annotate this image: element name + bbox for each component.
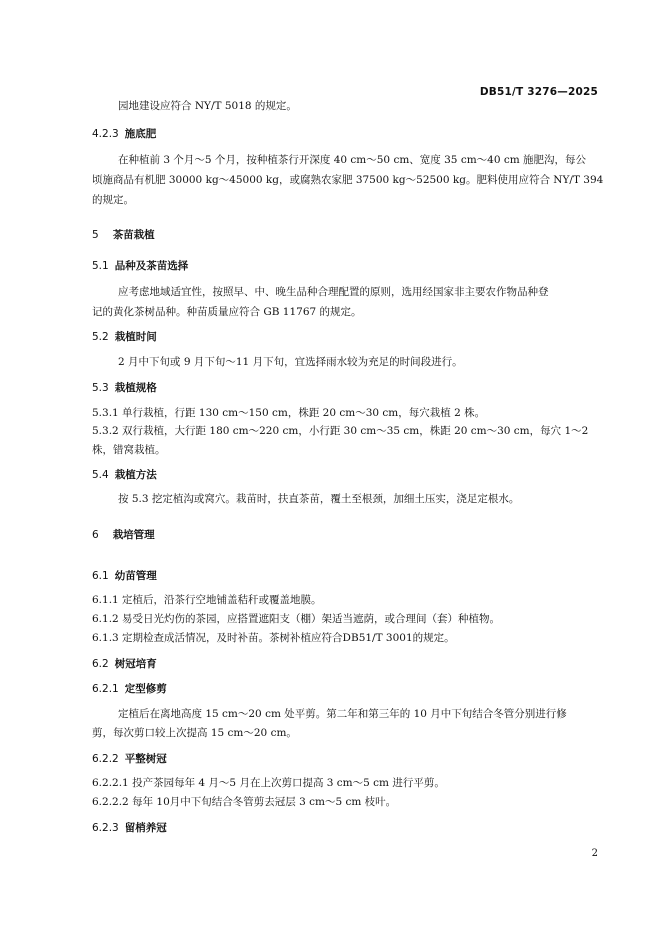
- paragraph-text: 的规定。: [92, 194, 134, 206]
- section-heading-5-3: [92, 378, 598, 398]
- section-title: 栽培管理: [112, 529, 155, 541]
- section-title: 平整树冠: [124, 753, 167, 765]
- section-number: 5.4: [92, 469, 109, 481]
- section-number: 5: [92, 229, 99, 241]
- paragraph-text: 定植后在离地高度 15 cm～20 cm 处平剪。第二年和第三年的 10 月中下旬结合冬管分别进行修: [118, 708, 567, 720]
- section-heading-5-2: [92, 327, 598, 347]
- section-number: 6.1: [92, 570, 109, 582]
- paragraph-text: 在种植前 3 个月～5 个月，按种植茶行开深度 40 cm～50 cm、宽度 35 cm～40 cm 施肥沟，每公: [118, 154, 587, 166]
- section-heading-6-1: [92, 566, 598, 586]
- clause-text: 6.1.1 定植后，沿茶行空地铺盖秸秆或覆盖地膜。: [92, 594, 322, 606]
- section-heading-6-2-1: [92, 679, 598, 699]
- section-title: 茶苗栽植: [112, 229, 155, 241]
- section-title: 幼苗管理: [114, 570, 157, 582]
- section-number: 5.3: [92, 382, 109, 394]
- section-heading-5-1: [92, 256, 598, 276]
- section-title: 树冠培育: [114, 658, 157, 670]
- section-heading-6-2-2: [92, 749, 598, 769]
- section-number: 5.2: [92, 331, 109, 343]
- clause-text: 6.1.3 定期检查成活情况，及时补苗。茶树补植应符合DB51/T 3001的规定。: [92, 632, 455, 644]
- section-number: 5.1: [92, 260, 109, 272]
- paragraph-text: 记的黄化茶树品种。种苗质量应符合 GB 11767 的规定。: [92, 306, 362, 318]
- section-heading-6: [92, 525, 598, 545]
- section-number: 6.2.2: [92, 753, 119, 765]
- clause-text: 6.1.2 易受日光灼伤的茶园，应搭置遮阳支（棚）架适当遮荫，或合理间（套）种植物。: [92, 613, 501, 625]
- clause-text: 6.2.2.1 投产茶园每年 4 月～5 月在上次剪口提高 3 cm～5 cm 进行平剪。: [92, 777, 445, 789]
- paragraph-text: 2 月中下旬或 9 月下旬～11 月下旬，宜选择雨水较为充足的时间段进行。: [118, 356, 463, 368]
- paragraph-text: 按 5.3 挖定植沟或窝穴。栽苗时，扶直茶苗，覆土至根颈，加细土压实，浇足定根水。: [118, 493, 520, 505]
- section-number: 6.2: [92, 658, 109, 670]
- paragraph-text: 顷施商品有机肥 30000 kg～45000 kg，或腐熟农家肥 37500 kg～52500 kg。肥料使用应符合 NY/T 394: [92, 174, 604, 186]
- section-title: 定型修剪: [124, 683, 167, 695]
- section-title: 栽植方法: [114, 469, 157, 481]
- section-number: 6.2.1: [92, 683, 119, 695]
- section-title: 栽植时间: [114, 331, 157, 343]
- section-number: 6.2.3: [92, 822, 119, 834]
- section-title: 品种及茶苗选择: [114, 260, 189, 272]
- section-number: 6: [92, 529, 99, 541]
- paragraph-text: 园地建设应符合 NY/T 5018 的规定。: [118, 100, 297, 112]
- section-heading-6-2: [92, 654, 598, 674]
- section-heading-6-2-3: [92, 818, 598, 838]
- paragraph-text: 应考虑地域适宜性，按照早、中、晚生品种合理配置的原则，选用经国家非主要农作物品种登: [118, 286, 549, 298]
- document-code: DB51/T 3276—2025: [479, 86, 598, 98]
- section-heading-5: [92, 225, 598, 245]
- section-title: 留梢养冠: [124, 822, 167, 834]
- clause-text: 株，错窝栽植。: [92, 444, 166, 456]
- section-title: 施底肥: [124, 128, 157, 140]
- clause-text: 5.3.2 双行栽植，大行距 180 cm～220 cm，小行距 30 cm～35 cm，株距 20 cm～30 cm，每穴 1～2: [92, 425, 589, 437]
- section-heading-4-2-3: [92, 124, 598, 144]
- clause-text: 5.3.1 单行栽植，行距 130 cm～150 cm，株距 20 cm～30 cm，每穴栽植 2 株。: [92, 407, 486, 419]
- section-title: 栽植规格: [114, 382, 157, 394]
- paragraph-text: 剪，每次剪口较上次提高 15 cm～20 cm。: [92, 727, 297, 739]
- page-number: 2: [591, 848, 598, 859]
- section-number: 4.2.3: [92, 128, 119, 140]
- clause-text: 6.2.2.2 每年 10月中下旬结合冬管剪去冠层 3 cm～5 cm 枝叶。: [92, 796, 397, 808]
- section-heading-5-4: [92, 465, 598, 485]
